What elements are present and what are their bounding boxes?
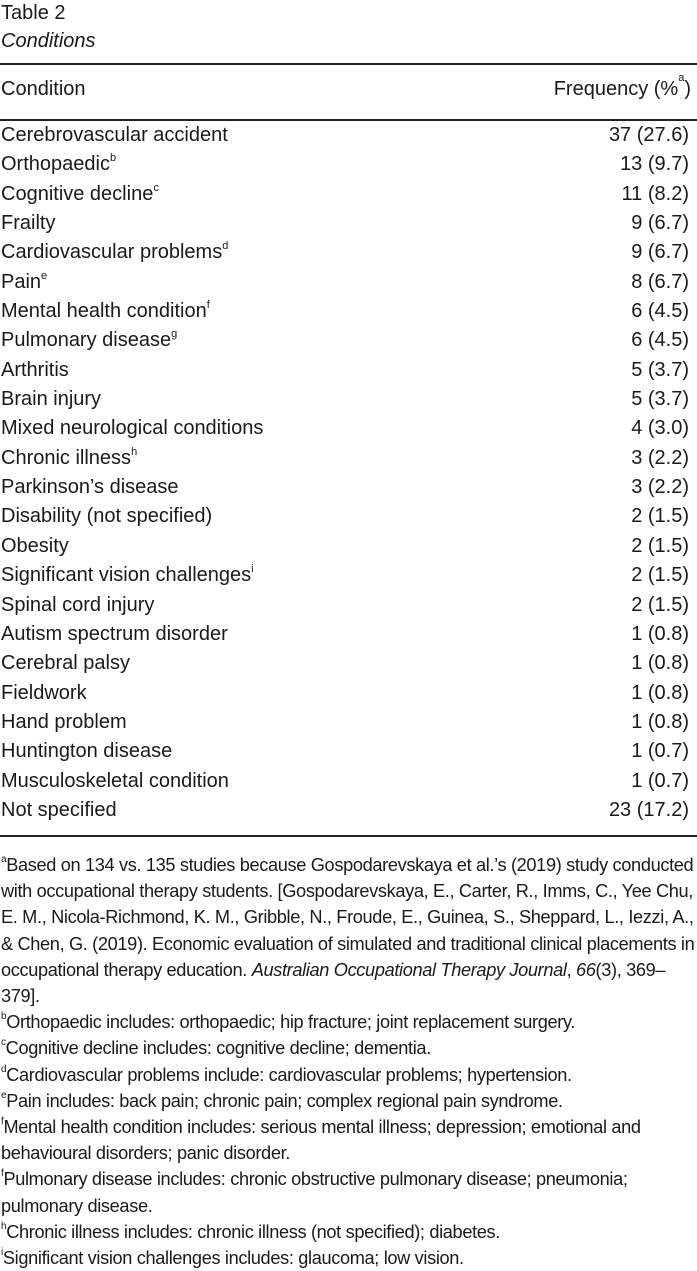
- table-header: [1, 72, 691, 101]
- bottom-rule: [0, 835, 697, 837]
- header-condition: Condition: [1, 78, 86, 100]
- frequency-cell: 1 (0.7): [631, 740, 689, 763]
- condition-cell: Hand problem: [1, 710, 127, 733]
- frequency-cell: 1 (0.8): [631, 681, 689, 704]
- condition-cell: Autism spectrum disorder: [1, 622, 228, 645]
- table-row: [1, 238, 689, 267]
- condition-cell: Frailty: [1, 212, 56, 235]
- frequency-cell: 1 (0.8): [631, 652, 689, 675]
- frequency-cell: 2 (1.5): [631, 534, 689, 557]
- header-frequency: Frequency (%$^a$): [553, 72, 691, 100]
- frequency-cell: 5 (3.7): [631, 358, 689, 381]
- frequency-cell: 2 (1.5): [631, 593, 689, 616]
- table-row: [1, 767, 689, 796]
- footnote-c: $^c$Cognitive decline includes: cognitive decline; dementia.: [1, 1037, 431, 1059]
- condition-cell: Brain injury: [1, 388, 102, 411]
- table-body: [1, 121, 689, 825]
- footnote-b: $^b$Orthopaedic includes: orthopaedic; hip fracture; joint replacement surgery.: [1, 1011, 576, 1033]
- condition-cell: Cerebrovascular accident: [1, 124, 228, 146]
- footnote-d: $^d$Cardiovascular problems include: cardiovascular problems; hypertension.: [1, 1063, 572, 1085]
- condition-cell: Chronic illness$^h$: [1, 445, 138, 469]
- table-row: [1, 737, 689, 766]
- table-row: [1, 796, 689, 825]
- table-row: [1, 356, 689, 385]
- table-row: [1, 180, 689, 209]
- frequency-cell: 1 (0.8): [631, 710, 689, 733]
- condition-cell: Pulmonary disease$^g$: [1, 328, 178, 352]
- frequency-cell: 9 (6.7): [631, 212, 689, 235]
- condition-cell: Huntington disease: [1, 740, 173, 763]
- condition-cell: Mental health condition$^f$: [1, 299, 210, 323]
- table-row: [1, 150, 689, 179]
- frequency-cell: 4 (3.0): [631, 417, 689, 440]
- condition-cell: Disability (not specified): [1, 505, 213, 528]
- condition-cell: Fieldwork: [1, 681, 87, 704]
- table-row: [1, 561, 689, 590]
- footnote-f: $^f$Pulmonary disease includes: chronic obstructive pulmonary disease; pneumonia; pulmonary disease.: [1, 1168, 628, 1216]
- table-row: [1, 326, 689, 355]
- footnote-a: $^a$Based on 134 vs. 135 studies because Gospodarevskaya et al.’s (2019) study conducted with occupational therapy students. [Gospodarevskaya, E., Carter, R., Imms, C., Yee Chu, E. M., Nicola-Richmond, K. M., Gribble, N., Froude, E., Guinea, S., Sheppard, L., Iezzi, A., & Chen, G. (2019). Economic evaluation of simulated and traditional clinical placements in occupational therapy education. Australian Occupational Therapy Journal, 66(3), 369–379].: [1, 854, 695, 1007]
- frequency-cell: 6 (4.5): [631, 329, 689, 352]
- condition-cell: Musculoskeletal condition: [1, 769, 229, 792]
- top-rule: [0, 63, 697, 65]
- table-row: [1, 209, 689, 238]
- table-row: [1, 620, 689, 649]
- frequency-cell: 9 (6.7): [631, 241, 689, 264]
- table-row: [1, 268, 689, 297]
- footnote-e: $^e$Pain includes: back pain; chronic pain; complex regional pain syndrome.: [1, 1089, 563, 1111]
- frequency-cell: 8 (6.7): [631, 270, 689, 293]
- frequency-cell: 11 (8.2): [621, 182, 689, 205]
- table-row: [1, 679, 689, 708]
- condition-cell: Arthritis: [1, 358, 69, 381]
- footnotes: [1, 852, 697, 1271]
- frequency-cell: 13 (9.7): [620, 153, 689, 176]
- frequency-cell: 37 (27.6): [608, 124, 689, 146]
- table-row: [1, 591, 689, 620]
- table-row: [1, 444, 689, 473]
- frequency-cell: 2 (1.5): [631, 505, 689, 528]
- footnote-h: $^h$Chronic illness includes: chronic illness (not specified); diabetes.: [1, 1220, 500, 1242]
- table-row: [1, 385, 689, 414]
- footnote-i: $^i$Significant vision challenges includes: glaucoma; low vision.: [1, 1247, 464, 1269]
- table-row: [1, 121, 689, 150]
- frequency-cell: 23 (17.2): [608, 798, 689, 821]
- condition-cell: Cerebral palsy: [1, 652, 130, 675]
- table-row: [1, 649, 689, 678]
- condition-cell: Significant vision challenges$^i$: [1, 563, 254, 587]
- footnote-f: $^f$Mental health condition includes: serious mental illness; depression; emotional and behavioural disorders; panic disorder.: [1, 1116, 641, 1164]
- condition-cell: Cardiovascular problems$^d$: [1, 240, 229, 264]
- table-row: [1, 414, 689, 443]
- condition-cell: Pain$^e$: [1, 269, 48, 293]
- condition-cell: Not specified: [1, 798, 117, 821]
- frequency-cell: 5 (3.7): [631, 388, 689, 411]
- frequency-cell: 6 (4.5): [631, 300, 689, 323]
- condition-cell: Obesity: [1, 534, 69, 557]
- table-row: [1, 473, 689, 502]
- table-label: Table 2: [1, 2, 66, 24]
- table-row: [1, 297, 689, 326]
- condition-cell: Spinal cord injury: [1, 593, 155, 616]
- frequency-cell: 3 (2.2): [631, 446, 689, 469]
- condition-cell: Parkinson’s disease: [1, 476, 179, 499]
- table-row: [1, 502, 689, 531]
- condition-cell: Mixed neurological conditions: [1, 417, 264, 440]
- condition-cell: Cognitive decline$^c$: [1, 181, 159, 205]
- frequency-cell: 3 (2.2): [631, 476, 689, 499]
- frequency-cell: 2 (1.5): [631, 564, 689, 587]
- frequency-cell: 1 (0.7): [631, 769, 689, 792]
- table-title: Conditions: [1, 30, 96, 52]
- table-row: [1, 708, 689, 737]
- table-row: [1, 532, 689, 561]
- frequency-cell: 1 (0.8): [631, 622, 689, 645]
- condition-cell: Orthopaedic$^b$: [1, 152, 117, 176]
